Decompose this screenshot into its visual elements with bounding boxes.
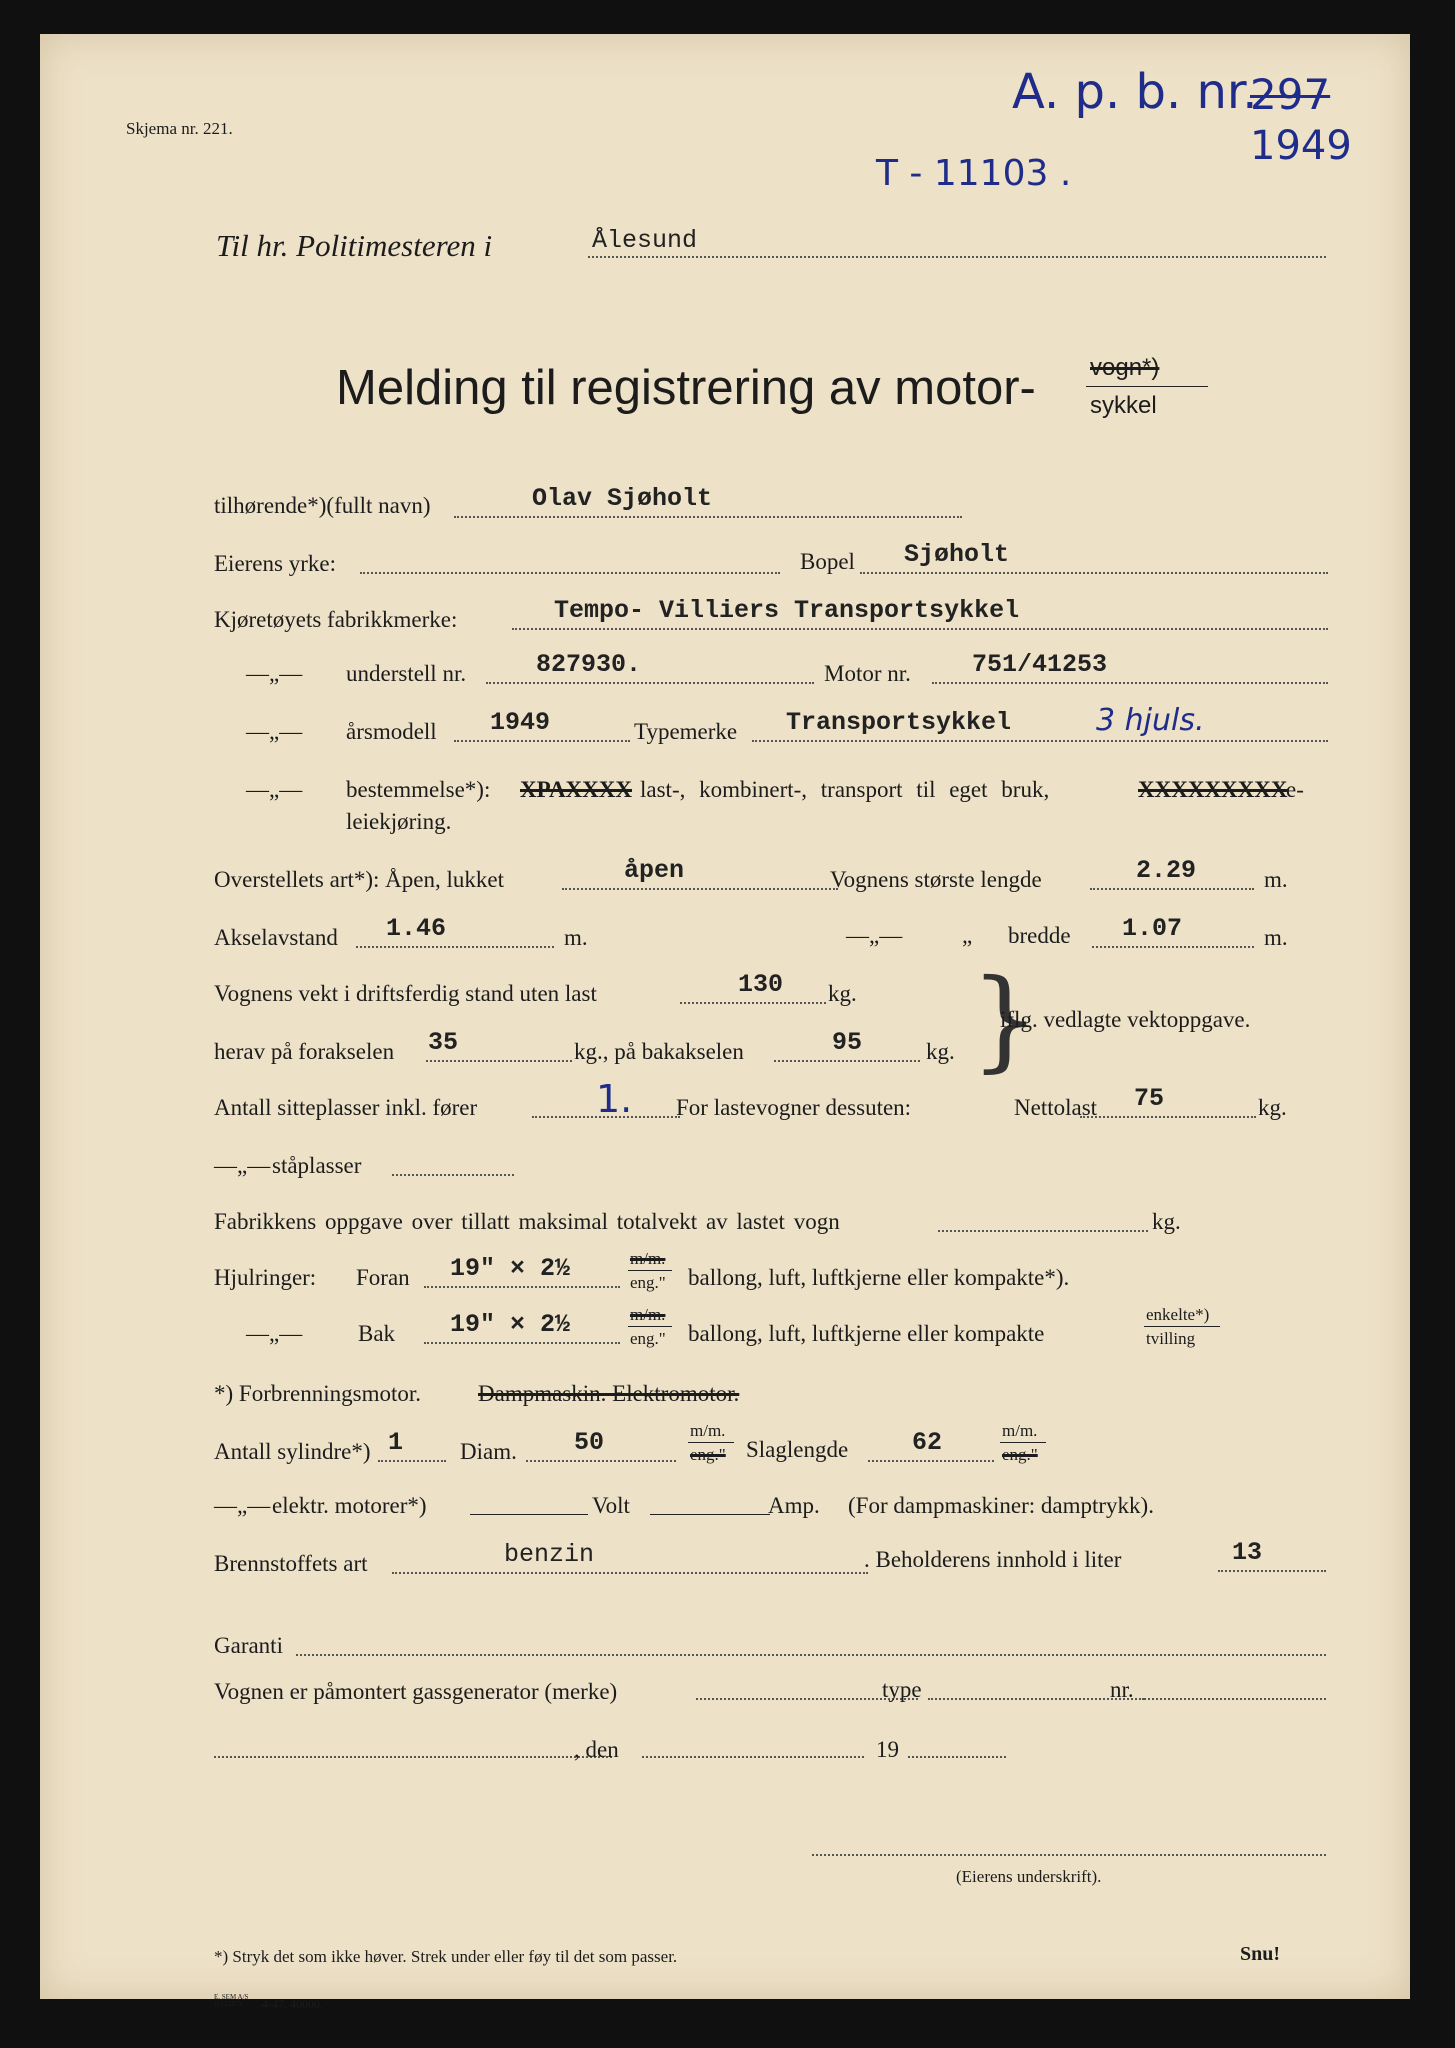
addressee-value: Ålesund: [592, 226, 698, 255]
make-value: Tempo- Villiers Transportsykkel: [554, 596, 1020, 625]
seats-label: Antall sitteplasser inkl. fører: [214, 1095, 478, 1120]
rear-option-single: enkelte*): [1146, 1305, 1210, 1324]
type-mark-value: Transportsykkel: [786, 708, 1012, 737]
gas-generator-type-label: type: [882, 1677, 922, 1702]
rear-wheel-desc: ballong, luft, luftkjerne eller kompakte: [688, 1321, 1045, 1346]
gas-generator-nr-label: nr.: [1110, 1677, 1134, 1702]
year-model-value: 1949: [490, 708, 551, 737]
make-label: Kjøretøyets fabrikkmerke:: [214, 607, 458, 632]
cylinders-label: Antall sylindre*): [214, 1439, 371, 1464]
volt-label: Volt: [592, 1493, 630, 1518]
electric-motors-label: elektr. motorer*): [272, 1493, 427, 1518]
cargo-intro: For lastevogner dessuten:: [676, 1095, 912, 1120]
owner-name-label: tilhørende*)(fullt navn): [214, 493, 431, 518]
rear-axle-unit: kg.: [926, 1039, 955, 1064]
printer-mark: E. SEM A/S HALDEN: [214, 1993, 249, 2008]
body-type-label: Overstellets art*): Åpen, lukket: [214, 867, 504, 892]
ditto-mark: —„—: [246, 777, 303, 802]
type-mark-label: Typemerke: [634, 719, 738, 744]
ditto-mark: —„—: [214, 1153, 271, 1178]
stroke-label: Slaglengde: [746, 1437, 849, 1462]
total-weight-label: Vognens vekt i driftsferdig stand uten last: [214, 981, 597, 1006]
rear-wheel-unit-bottom: eng.": [630, 1329, 666, 1348]
gas-generator-label: Vognen er påmontert gassgenerator (merke): [214, 1679, 618, 1704]
length-unit: m.: [1264, 867, 1288, 892]
ditto-mark: —„—: [846, 923, 903, 948]
front-wheel-unit-top: m/m.: [630, 1249, 666, 1268]
amp-label: Amp.: [768, 1493, 820, 1518]
signature-label: (Eierens underskrift).: [956, 1867, 1102, 1886]
engine-footnote-label: *) Forbrenningsmotor.: [214, 1381, 421, 1406]
title-option-vogn: vogn*): [1090, 354, 1160, 381]
total-weight-unit: kg.: [828, 981, 857, 1006]
length-label: Vognens største lengde: [830, 867, 1042, 892]
diameter-unit-top: m/m.: [690, 1421, 726, 1440]
reference-number: T - 11103 .: [876, 153, 1072, 194]
net-load-value: 75: [1134, 1084, 1165, 1113]
body-type-value: åpen: [624, 856, 685, 885]
front-axle-value: 35: [428, 1028, 459, 1057]
seats-value: 1.: [596, 1077, 633, 1121]
width-unit: m.: [1264, 925, 1288, 950]
chassis-label: understell nr.: [346, 661, 467, 686]
apb-year: 1949: [1250, 123, 1352, 169]
width-label: bredde: [1008, 923, 1071, 948]
stroke-value: 62: [912, 1428, 943, 1457]
front-wheel-value: 19" × 2½: [450, 1254, 571, 1283]
rear-wheel-unit-top: m/m.: [630, 1305, 666, 1324]
weight-note: iflg. vedlagte vektoppgave.: [1000, 1007, 1251, 1032]
diameter-label: Diam.: [460, 1439, 517, 1464]
length-value: 2.29: [1136, 856, 1197, 885]
turn-over-note: Snu!: [1240, 1943, 1281, 1965]
guarantee-label: Garanti: [214, 1633, 283, 1658]
ditto-mark: —„—: [246, 1321, 303, 1346]
chassis-value: 827930.: [536, 650, 642, 679]
rear-wheel-label: Bak: [358, 1321, 396, 1346]
tank-value: 13: [1232, 1538, 1263, 1567]
occupation-label: Eierens yrke:: [214, 551, 336, 576]
cylinders-value: 1: [388, 1428, 404, 1457]
front-axle-label: herav på forakselen: [214, 1039, 395, 1064]
apb-number: 297: [1250, 70, 1331, 119]
axle-distance-unit: m.: [564, 925, 588, 950]
purpose-struck-2: XXXXXXXXX: [1138, 777, 1288, 802]
purpose-line-2: leiekjøring.: [346, 809, 452, 834]
print-info: 4-47. 40000.: [262, 1997, 323, 2011]
form-sheet: [40, 34, 1410, 2011]
max-weight-unit: kg.: [1152, 1209, 1181, 1234]
axle-distance-value: 1.46: [386, 914, 447, 943]
year-model-label: årsmodell: [346, 719, 437, 744]
date-den-label: , den: [574, 1737, 619, 1762]
rear-axle-value: 95: [832, 1028, 863, 1057]
stroke-unit-bottom: eng.": [1002, 1445, 1038, 1464]
ditto-mark: —„—: [214, 1493, 271, 1518]
total-weight-value: 130: [738, 970, 784, 999]
diameter-value: 50: [574, 1428, 605, 1457]
rear-axle-label: kg., på bakakselen: [574, 1039, 744, 1064]
date-year-prefix: 19: [876, 1737, 899, 1762]
purpose-struck-1: XPAXXXX: [520, 777, 633, 802]
axle-distance-label: Akselavstand: [214, 925, 338, 950]
type-mark-note: 3 hjuls.: [1096, 703, 1205, 738]
motor-value: 751/41253: [972, 650, 1108, 679]
footnote: *) Stryk det som ikke høver. Strek under eller føy til det som passer.: [214, 1947, 678, 1966]
max-weight-label: Fabrikkens oppgave over tillatt maksimal totalvekt av lastet vogn: [214, 1209, 840, 1234]
apb-label: A. p. b. nr.: [1012, 64, 1258, 120]
fuel-value: benzin: [504, 1540, 595, 1569]
form-number: Skjema nr. 221.: [126, 119, 233, 138]
ditto-mark: —„—: [246, 661, 303, 686]
title-option-sykkel: sykkel: [1090, 392, 1157, 419]
net-load-label: Nettolast: [1014, 1095, 1098, 1120]
engine-struck-options: Dampmaskin. Elektromotor.: [478, 1381, 740, 1406]
standing-label: ståplasser: [272, 1153, 362, 1178]
front-wheel-desc: ballong, luft, luftkjerne eller kompakte*).: [688, 1265, 1070, 1290]
ditto-quote: „: [962, 923, 973, 948]
front-wheel-label: Foran: [356, 1265, 410, 1290]
fuel-label: Brennstoffets art: [214, 1551, 368, 1576]
purpose-label: bestemmelse*):: [346, 777, 491, 802]
form-title: Melding til registrering av motor-: [336, 361, 1036, 415]
purpose-text: last-, kombinert-, transport til eget bruk,: [640, 777, 1050, 802]
ditto-mark: —„—: [246, 719, 303, 744]
rear-option-twin: tvilling: [1146, 1329, 1196, 1348]
tank-label: . Beholderens innhold i liter: [864, 1547, 1122, 1572]
motor-label: Motor nr.: [824, 661, 911, 686]
front-wheel-unit-bottom: eng.": [630, 1273, 666, 1292]
stroke-unit-top: m/m.: [1002, 1421, 1038, 1440]
residence-label: Bopel: [800, 549, 855, 574]
residence-value: Sjøholt: [904, 540, 1010, 569]
owner-name-value: Olav Sjøholt: [532, 484, 713, 513]
purpose-end: e-: [1286, 777, 1304, 802]
addressee-label: Til hr. Politimesteren i: [216, 228, 493, 263]
rear-wheel-value: 19" × 2½: [450, 1310, 571, 1339]
width-value: 1.07: [1122, 914, 1183, 943]
diameter-unit-bottom: eng.": [690, 1445, 726, 1464]
steam-note: (For dampmaskiner: damptrykk).: [848, 1493, 1154, 1518]
wheels-label: Hjulringer:: [214, 1265, 317, 1290]
brace: }: [970, 955, 1040, 1083]
net-load-unit: kg.: [1258, 1095, 1287, 1120]
